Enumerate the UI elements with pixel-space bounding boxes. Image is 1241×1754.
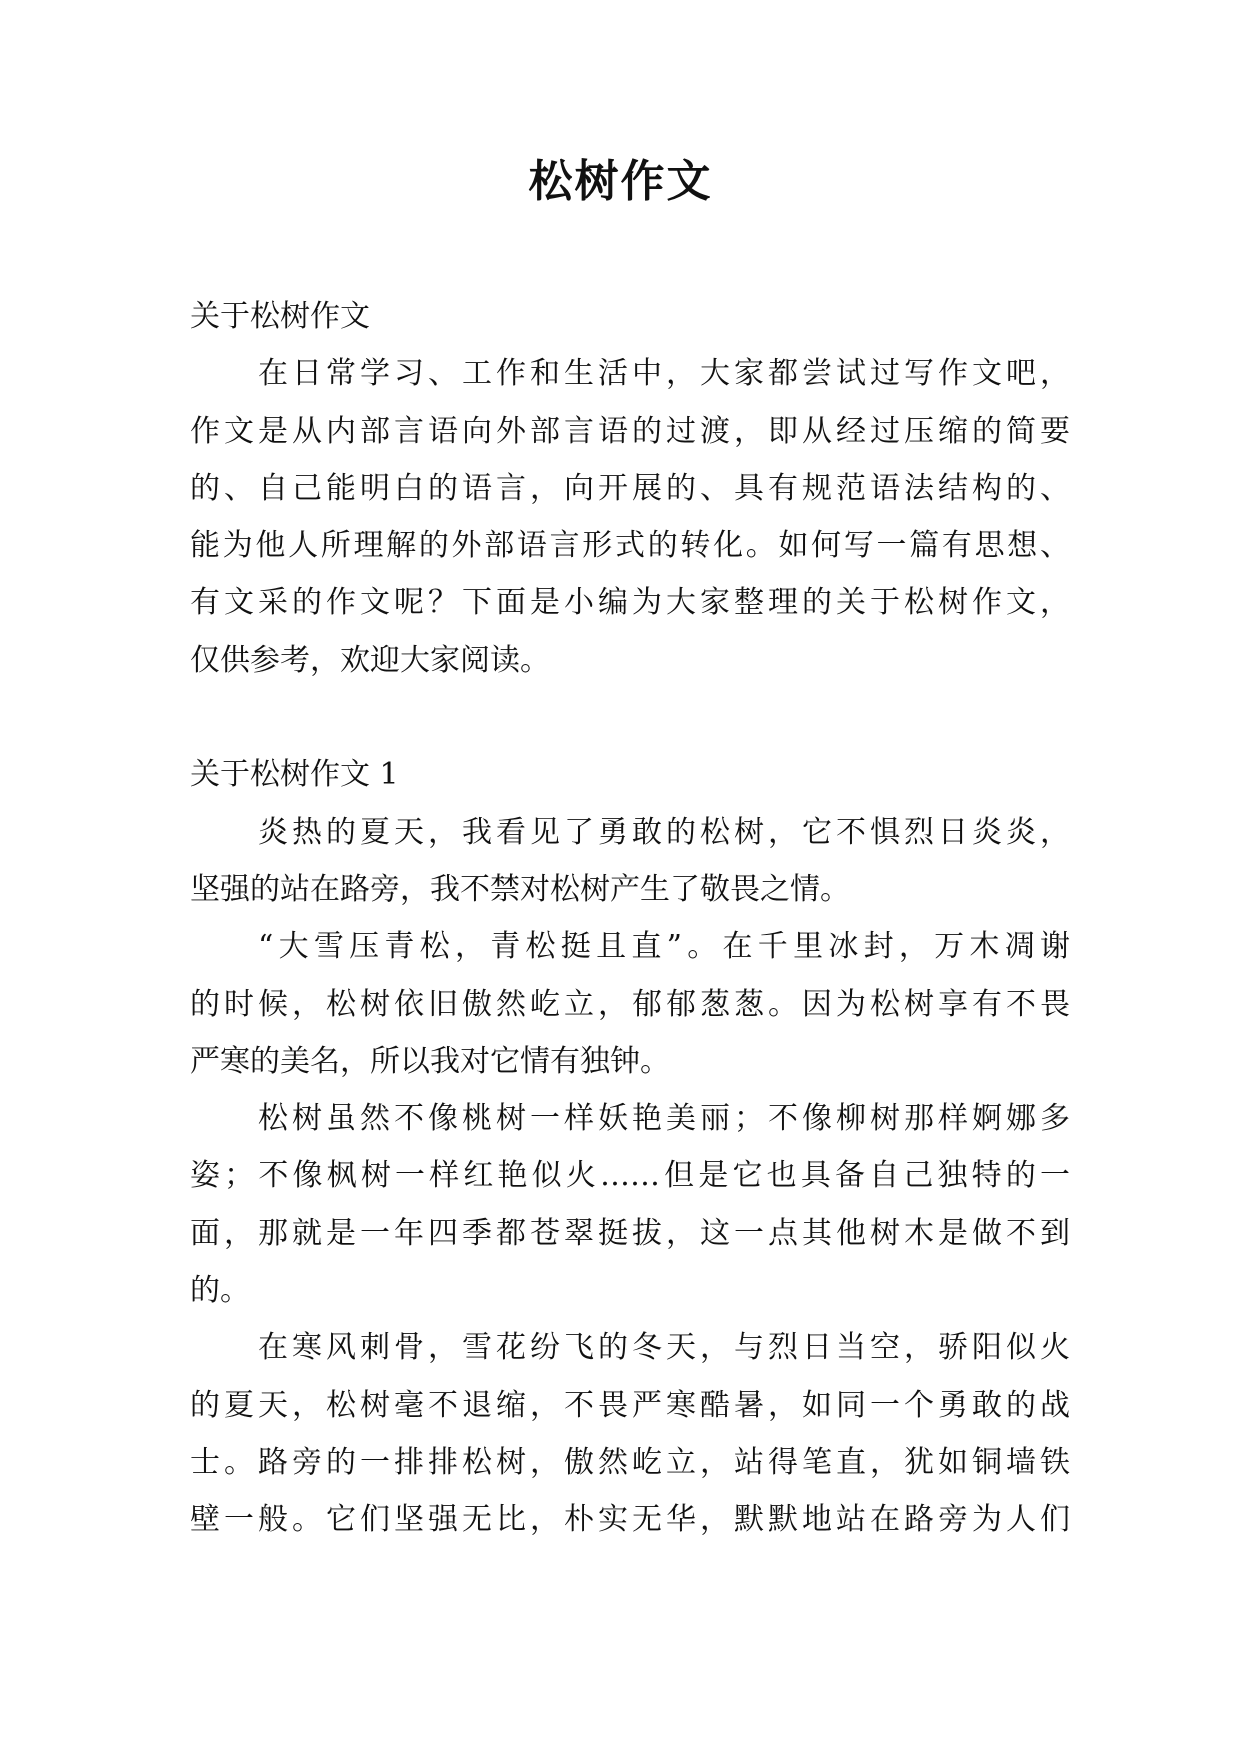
text-line: 面，那就是一年四季都苍翠挺拔，这一点其他树木是做不到 — [190, 1215, 1070, 1251]
text-line: 松树虽然不像桃树一样妖艳美丽；不像柳树那样婀娜多 — [258, 1101, 1070, 1137]
paragraph-3 — [190, 1090, 1070, 1319]
text-line: 的、自己能明白的语言，向开展的、具有规范语法结构的、 — [190, 470, 1070, 506]
text-line: 作文是从内部言语向外部言语的过渡，即从经过压缩的简要 — [190, 413, 1070, 449]
text-line: 严寒的美名，所以我对它情有独钟。 — [190, 1043, 670, 1079]
paragraph-2 — [190, 918, 1070, 1090]
text-line: 壁一般。它们坚强无比，朴实无华，默默地站在路旁为人们 — [190, 1502, 1070, 1538]
section-heading-essay-1: 关于松树作文 1 — [190, 757, 399, 793]
text-line: 在日常学习、工作和生活中，大家都尝试过写作文吧， — [258, 356, 1070, 392]
text-line: 能为他人所理解的外部语言形式的转化。如何写一篇有思想、 — [190, 528, 1070, 564]
paragraph-intro — [190, 345, 1070, 689]
text-line: 坚强的站在路旁，我不禁对松树产生了敬畏之情。 — [190, 871, 850, 907]
text-line: “大雪压青松，青松挺且直”。在千里冰封，万木凋谢 — [258, 929, 1070, 965]
text-line: 士。路旁的一排排松树，傲然屹立，站得笔直，犹如铜墙铁 — [190, 1444, 1070, 1480]
document-title: 松树作文 — [528, 156, 713, 207]
paragraph-1 — [190, 804, 1070, 919]
text-line: 的。 — [190, 1273, 250, 1309]
text-line: 炎热的夏天，我看见了勇敢的松树，它不惧烈日炎炎， — [258, 814, 1070, 850]
text-line: 姿；不像枫树一样红艳似火……但是它也具备自己独特的一 — [190, 1158, 1070, 1194]
text-line: 仅供参考，欢迎大家阅读。 — [190, 642, 550, 678]
section-heading-intro: 关于松树作文 — [190, 299, 370, 334]
text-line: 有文采的作文呢？下面是小编为大家整理的关于松树作文， — [190, 585, 1070, 621]
paragraph-4 — [190, 1319, 1070, 1548]
text-line: 的时候，松树依旧傲然屹立，郁郁葱葱。因为松树享有不畏 — [190, 986, 1070, 1022]
document-body — [190, 288, 1070, 1549]
text-line: 在寒风刺骨，雪花纷飞的冬天，与烈日当空，骄阳似火 — [258, 1330, 1070, 1366]
blank-line — [190, 689, 1070, 746]
text-line: 的夏天，松树毫不退缩，不畏严寒酷暑，如同一个勇敢的战 — [190, 1387, 1070, 1423]
